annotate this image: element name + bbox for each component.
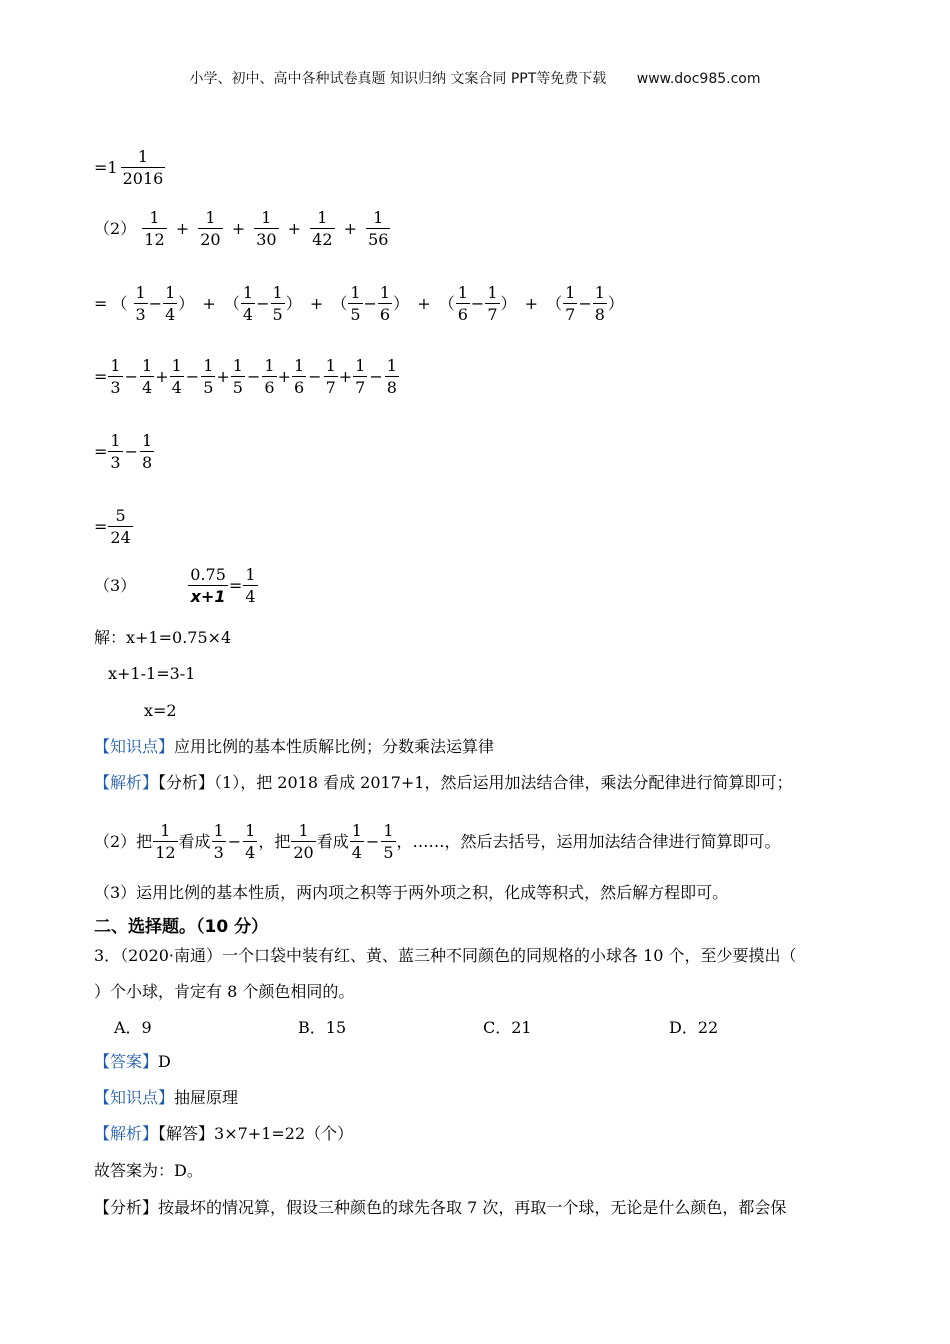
numerator: 1 [379, 283, 391, 302]
answer-line [94, 1050, 171, 1074]
question-3-line-1: 3．（2020·南通）一个口袋中装有红、黄、蓝三种不同颜色的同规格的小球各 10 个，至少要摸出（ [94, 946, 797, 965]
denominator: 3 [213, 843, 224, 862]
fraction [291, 820, 315, 864]
fraction [456, 282, 470, 326]
fraction [243, 564, 257, 608]
denominator: 5 [272, 305, 283, 324]
numerator: 1 [325, 356, 336, 375]
plus-sign: + [417, 294, 431, 313]
denominator: 3 [110, 453, 121, 472]
left-paren: （ [331, 294, 348, 313]
denominator: 20 [200, 230, 221, 249]
knowledge-tag: 【知识点】 [94, 1088, 175, 1107]
denominator: x+1 [190, 587, 226, 606]
denominator: 8 [386, 378, 397, 397]
fraction [353, 355, 367, 399]
plus-sign: + [277, 367, 291, 386]
fraction [198, 207, 222, 251]
fraction [231, 355, 245, 399]
numerator: 1 [254, 207, 278, 229]
fraction [310, 207, 334, 251]
question-3-line-2: ）个小球，肯定有 8 个颜色相同的。 [94, 982, 355, 1001]
fraction [254, 207, 278, 251]
numerator: 1 [245, 565, 256, 584]
fraction [163, 282, 177, 326]
problem-2-expression [94, 207, 391, 251]
fraction [366, 207, 390, 251]
fraction [108, 355, 122, 399]
denominator: 8 [142, 453, 153, 472]
numerator: 1 [242, 283, 254, 302]
numerator: 1 [171, 356, 182, 375]
minus-sign: − [256, 294, 270, 313]
numerator: 1 [293, 356, 305, 375]
fraction [385, 355, 399, 399]
plus-sign: + [231, 219, 246, 238]
left-paren: （ [546, 294, 563, 313]
denominator: 6 [379, 305, 391, 324]
analysis-q3-detail: 【分析】按最坏的情况算，假设三种颜色的球先各取 7 次，再取一个球，无论是什么颜色，都会保 [94, 1198, 787, 1217]
denominator: 7 [325, 378, 336, 397]
fraction [140, 355, 154, 399]
numerator: 1 [366, 207, 390, 229]
numerator: 1 [165, 283, 176, 302]
plus-sign: + [287, 219, 302, 238]
denominator: 7 [487, 305, 498, 324]
right-paren: ） [500, 294, 517, 313]
fraction [188, 564, 228, 608]
numerator: 1 [232, 356, 243, 375]
numerator: 1 [565, 283, 576, 302]
text-segment: ，……，然后去括号，运用加法结合律进行简算即可。 [396, 832, 781, 851]
result-line-1 [94, 146, 166, 190]
fraction [243, 820, 257, 864]
denominator: 4 [245, 843, 256, 862]
problem-2-step-3 [94, 430, 155, 474]
fraction [350, 820, 364, 864]
header-text: 小学、初中、高中各种试卷真题 知识归纳 文案合同 PPT等免费下载 [189, 71, 607, 87]
numerator: 1 [142, 207, 166, 229]
equals-sign: = [94, 367, 108, 386]
fraction [170, 355, 184, 399]
knowledge-point-1 [94, 735, 494, 759]
fraction [593, 282, 607, 326]
plus-sign: + [309, 294, 324, 313]
numerator: 1 [594, 283, 605, 302]
left-paren: （ [438, 294, 455, 313]
fraction [134, 282, 148, 326]
numerator: 1 [264, 356, 275, 375]
text-segment: ，把 [258, 832, 291, 851]
fraction [142, 207, 166, 251]
right-paren: ） [178, 294, 195, 313]
numerator: 1 [142, 356, 153, 375]
option-c: C．21 [483, 1018, 532, 1037]
fraction [324, 355, 338, 399]
fraction [201, 355, 215, 399]
fraction [108, 505, 132, 549]
solution-line-2: x+1-1=3-1 [108, 664, 196, 683]
denominator: 7 [355, 378, 366, 397]
denominator: 3 [135, 305, 146, 324]
numerator: 0.75 [190, 565, 226, 584]
numerator: 1 [203, 356, 214, 375]
denominator: 5 [203, 378, 214, 397]
denominator: 7 [565, 305, 576, 324]
numerator: 5 [108, 505, 132, 527]
fraction [262, 355, 276, 399]
numerator: 1 [198, 207, 222, 229]
analysis-text: 【分析】（1），把 2018 看成 2017+1，然后运用加法结合律，乘法分配律进行简算即可； [158, 773, 793, 792]
equals-sign: = [94, 158, 108, 177]
numerator: 1 [351, 821, 362, 840]
analysis-text: 【解答】3×7+1=22（个） [158, 1124, 354, 1143]
denominator: 4 [142, 378, 153, 397]
solution-line-1: 解：x+1=0.75×4 [94, 628, 232, 647]
denominator: 2016 [122, 169, 164, 188]
denominator: 4 [171, 378, 182, 397]
numerator: 1 [386, 356, 397, 375]
fraction [485, 282, 499, 326]
numerator: 1 [142, 431, 153, 450]
minus-sign: − [308, 367, 322, 386]
denominator: 6 [264, 378, 275, 397]
minus-sign: − [227, 832, 242, 851]
equals-sign: = [94, 294, 108, 313]
equals-sign: = [94, 442, 108, 461]
analysis-1 [94, 771, 792, 795]
fraction [381, 820, 395, 864]
option-d: D．22 [669, 1018, 719, 1037]
analysis-tag: 【解析】 [94, 1124, 159, 1143]
minus-sign: − [369, 367, 383, 386]
denominator: 4 [165, 305, 176, 324]
section-title: 二、选择题。（10 分） [94, 917, 269, 937]
minus-sign: − [363, 294, 377, 313]
numerator: 1 [291, 820, 315, 842]
minus-sign: − [185, 367, 200, 386]
analysis-3: （3）运用比例的基本性质，两内项之积等于两外项之积，化成等积式，然后解方程即可。 [94, 883, 729, 902]
plus-sign: + [175, 219, 190, 238]
numerator: 1 [355, 356, 366, 375]
fraction [241, 282, 255, 326]
fraction [121, 146, 166, 190]
numerator: 1 [213, 821, 224, 840]
plus-sign: + [202, 294, 216, 313]
denominator: 24 [110, 528, 131, 547]
minus-sign: − [470, 294, 485, 313]
numerator: 1 [383, 821, 394, 840]
plus-sign: + [524, 294, 539, 313]
knowledge-point-2 [94, 1086, 238, 1110]
equals-sign: = [228, 576, 243, 595]
fraction [153, 820, 177, 864]
analysis-tag: 【解析】 [94, 773, 159, 792]
fraction [140, 430, 154, 474]
option-b: B．15 [298, 1018, 347, 1037]
denominator: 30 [256, 230, 277, 249]
denominator: 56 [368, 230, 389, 249]
equals-sign: = [94, 517, 108, 536]
denominator: 5 [383, 843, 394, 862]
fraction [108, 430, 122, 474]
problem-2-step-1 [94, 282, 624, 326]
denominator: 4 [245, 587, 256, 606]
minus-sign: − [124, 442, 138, 461]
denominator: 3 [110, 378, 121, 397]
text-segment: 看成 [316, 832, 349, 851]
denominator: 20 [293, 843, 314, 862]
plus-sign: + [216, 367, 230, 386]
minus-sign: − [148, 294, 163, 313]
plus-sign: + [338, 367, 353, 386]
right-paren: ） [285, 294, 302, 313]
fraction [271, 282, 285, 326]
denominator: 4 [242, 305, 254, 324]
problem-3-equation [94, 564, 259, 608]
text-segment: （2）把 [94, 832, 153, 851]
analysis-2 [94, 820, 781, 864]
numerator: 1 [135, 283, 146, 302]
denominator: 12 [155, 843, 176, 862]
denominator: 8 [594, 305, 605, 324]
numerator: 1 [457, 283, 468, 302]
option-a: A．9 [114, 1018, 152, 1037]
fraction [212, 820, 226, 864]
minus-sign: − [124, 367, 138, 386]
denominator: 5 [232, 378, 243, 397]
problem-label: （2） [94, 219, 137, 238]
whole-number: 1 [107, 158, 118, 177]
left-paren: （ [111, 294, 128, 313]
fraction [378, 282, 392, 326]
denominator: 6 [293, 378, 305, 397]
page-header [0, 68, 950, 88]
minus-sign: − [578, 294, 592, 313]
denominator: 5 [350, 305, 361, 324]
fraction [292, 355, 306, 399]
conclusion-line: 故答案为：D。 [94, 1161, 203, 1180]
problem-2-result [94, 505, 134, 549]
numerator: 1 [310, 207, 334, 229]
header-site: www.doc985.com [636, 71, 761, 87]
solution-line-3: x=2 [144, 701, 177, 720]
numerator: 1 [153, 820, 177, 842]
right-paren: ） [393, 294, 410, 313]
plus-sign: + [343, 219, 357, 238]
fraction [348, 282, 362, 326]
denominator: 4 [351, 843, 362, 862]
denominator: 42 [312, 230, 333, 249]
denominator: 12 [144, 230, 165, 249]
numerator: 1 [121, 146, 166, 168]
answer-text: D [158, 1052, 171, 1071]
right-paren: ） [607, 294, 624, 313]
problem-label: （3） [94, 576, 137, 595]
numerator: 1 [245, 821, 256, 840]
numerator: 1 [487, 283, 498, 302]
numerator: 1 [350, 283, 361, 302]
knowledge-text: 应用比例的基本性质解比例；分数乘法运算律 [174, 737, 495, 756]
fraction [563, 282, 577, 326]
text-segment: 看成 [178, 832, 211, 851]
knowledge-tag: 【知识点】 [94, 737, 175, 756]
minus-sign: − [246, 367, 261, 386]
denominator: 6 [457, 305, 468, 324]
minus-sign: − [365, 832, 380, 851]
problem-2-step-2 [94, 355, 400, 399]
left-paren: （ [223, 294, 240, 313]
numerator: 1 [272, 283, 283, 302]
knowledge-text: 抽屉原理 [174, 1088, 239, 1107]
numerator: 1 [110, 356, 121, 375]
analysis-q3 [94, 1122, 353, 1146]
answer-tag: 【答案】 [94, 1052, 159, 1071]
plus-sign: + [155, 367, 169, 386]
numerator: 1 [110, 431, 121, 450]
